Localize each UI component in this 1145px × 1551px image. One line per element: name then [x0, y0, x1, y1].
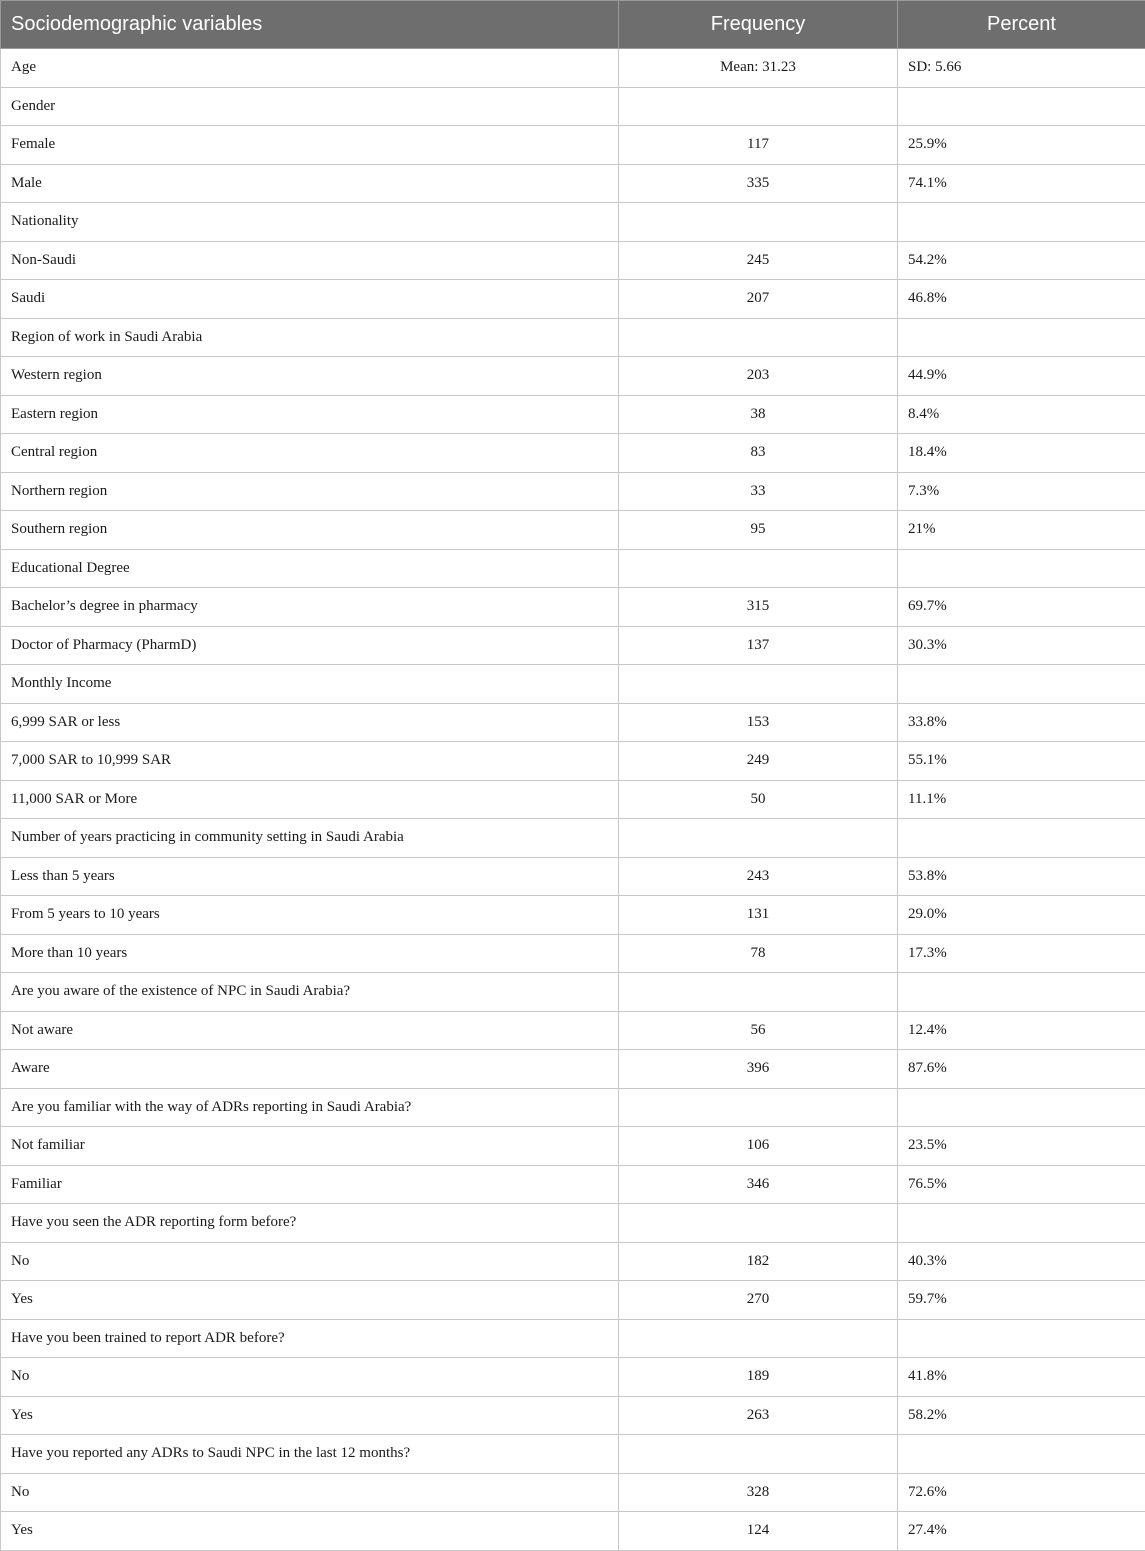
table-row [1, 357, 1145, 396]
row-label: Aware [1, 1050, 619, 1089]
table-row [1, 1281, 1145, 1320]
row-percent: 87.6% [898, 1050, 1145, 1089]
row-label: Have you been trained to report ADR before? [1, 1319, 619, 1358]
table-row [1, 588, 1145, 627]
row-frequency: 245 [619, 241, 898, 280]
row-frequency: 270 [619, 1281, 898, 1320]
row-percent: 41.8% [898, 1358, 1145, 1397]
row-label: 11,000 SAR or More [1, 780, 619, 819]
row-label: More than 10 years [1, 934, 619, 973]
table-row [1, 1088, 1145, 1127]
row-frequency: 243 [619, 857, 898, 896]
column-header-percent: Percent [898, 1, 1145, 49]
row-label: Yes [1, 1396, 619, 1435]
row-percent: 18.4% [898, 434, 1145, 473]
row-label: From 5 years to 10 years [1, 896, 619, 935]
row-label: Female [1, 126, 619, 165]
row-label: Familiar [1, 1165, 619, 1204]
table-row [1, 280, 1145, 319]
row-percent: 40.3% [898, 1242, 1145, 1281]
column-header-frequency: Frequency [619, 1, 898, 49]
row-percent [898, 1319, 1145, 1358]
row-percent: 55.1% [898, 742, 1145, 781]
table-row [1, 126, 1145, 165]
row-frequency: 83 [619, 434, 898, 473]
table-row [1, 857, 1145, 896]
row-frequency: 124 [619, 1512, 898, 1551]
row-label: Southern region [1, 511, 619, 550]
table-row [1, 1242, 1145, 1281]
row-frequency: 50 [619, 780, 898, 819]
row-label: Nationality [1, 203, 619, 242]
row-label: Northern region [1, 472, 619, 511]
row-percent: 33.8% [898, 703, 1145, 742]
row-label: Eastern region [1, 395, 619, 434]
table-row [1, 87, 1145, 126]
row-label: Western region [1, 357, 619, 396]
row-percent: 23.5% [898, 1127, 1145, 1166]
row-frequency: 33 [619, 472, 898, 511]
row-percent [898, 87, 1145, 126]
row-label: Have you reported any ADRs to Saudi NPC in the last 12 months? [1, 1435, 619, 1474]
row-frequency: 38 [619, 395, 898, 434]
row-label: Age [1, 49, 619, 88]
row-label: Not aware [1, 1011, 619, 1050]
row-percent: 54.2% [898, 241, 1145, 280]
table-row [1, 1396, 1145, 1435]
row-frequency [619, 203, 898, 242]
row-label: Region of work in Saudi Arabia [1, 318, 619, 357]
row-label: Bachelor’s degree in pharmacy [1, 588, 619, 627]
row-frequency [619, 87, 898, 126]
row-frequency: 346 [619, 1165, 898, 1204]
row-label: Doctor of Pharmacy (PharmD) [1, 626, 619, 665]
row-percent [898, 819, 1145, 858]
row-percent: 8.4% [898, 395, 1145, 434]
row-label: Are you familiar with the way of ADRs reporting in Saudi Arabia? [1, 1088, 619, 1127]
row-frequency: 328 [619, 1473, 898, 1512]
row-frequency: 315 [619, 588, 898, 627]
table-row [1, 665, 1145, 704]
row-percent: 7.3% [898, 472, 1145, 511]
table-row [1, 1473, 1145, 1512]
row-frequency: 189 [619, 1358, 898, 1397]
row-label: Are you aware of the existence of NPC in Saudi Arabia? [1, 973, 619, 1012]
row-percent [898, 665, 1145, 704]
row-frequency: 153 [619, 703, 898, 742]
row-percent: 21% [898, 511, 1145, 550]
table-row [1, 896, 1145, 935]
table-row [1, 742, 1145, 781]
row-label: Non-Saudi [1, 241, 619, 280]
table-row [1, 973, 1145, 1012]
row-label: Monthly Income [1, 665, 619, 704]
row-frequency: 263 [619, 1396, 898, 1435]
row-frequency: 106 [619, 1127, 898, 1166]
row-label: Less than 5 years [1, 857, 619, 896]
row-percent: 44.9% [898, 357, 1145, 396]
row-label: Not familiar [1, 1127, 619, 1166]
row-percent: SD: 5.66 [898, 49, 1145, 88]
row-label: Educational Degree [1, 549, 619, 588]
row-percent: 53.8% [898, 857, 1145, 896]
table-row [1, 241, 1145, 280]
row-frequency: 95 [619, 511, 898, 550]
table-row [1, 780, 1145, 819]
row-frequency: 78 [619, 934, 898, 973]
row-percent: 76.5% [898, 1165, 1145, 1204]
table-body [1, 49, 1145, 1551]
table-row [1, 819, 1145, 858]
row-label: Yes [1, 1512, 619, 1551]
table-row [1, 1127, 1145, 1166]
row-label: Saudi [1, 280, 619, 319]
table-row [1, 1435, 1145, 1474]
row-label: No [1, 1473, 619, 1512]
table-row [1, 434, 1145, 473]
row-label: 7,000 SAR to 10,999 SAR [1, 742, 619, 781]
table-row [1, 1319, 1145, 1358]
row-frequency [619, 819, 898, 858]
row-frequency [619, 665, 898, 704]
row-percent [898, 203, 1145, 242]
table-row [1, 703, 1145, 742]
row-percent [898, 973, 1145, 1012]
row-frequency [619, 1204, 898, 1243]
row-percent: 12.4% [898, 1011, 1145, 1050]
table-row [1, 1011, 1145, 1050]
row-label: Male [1, 164, 619, 203]
row-frequency: 203 [619, 357, 898, 396]
row-percent: 72.6% [898, 1473, 1145, 1512]
header-row [1, 1, 1145, 49]
table-row [1, 549, 1145, 588]
table-row [1, 1204, 1145, 1243]
table-row [1, 1512, 1145, 1551]
table-header [1, 1, 1145, 49]
table-row [1, 1050, 1145, 1089]
table-row [1, 472, 1145, 511]
row-frequency: 335 [619, 164, 898, 203]
row-label: No [1, 1242, 619, 1281]
row-percent: 17.3% [898, 934, 1145, 973]
row-frequency [619, 1088, 898, 1127]
row-label: Number of years practicing in community setting in Saudi Arabia [1, 819, 619, 858]
row-frequency: 207 [619, 280, 898, 319]
table-row [1, 318, 1145, 357]
row-frequency [619, 549, 898, 588]
row-label: Gender [1, 87, 619, 126]
row-percent: 30.3% [898, 626, 1145, 665]
row-percent [898, 549, 1145, 588]
table-row [1, 934, 1145, 973]
row-percent: 46.8% [898, 280, 1145, 319]
row-frequency [619, 1435, 898, 1474]
row-percent: 29.0% [898, 896, 1145, 935]
row-percent: 74.1% [898, 164, 1145, 203]
table-row [1, 49, 1145, 88]
row-frequency: 396 [619, 1050, 898, 1089]
table-row [1, 395, 1145, 434]
row-frequency [619, 318, 898, 357]
table-row [1, 203, 1145, 242]
row-percent: 58.2% [898, 1396, 1145, 1435]
row-frequency: 117 [619, 126, 898, 165]
table-row [1, 164, 1145, 203]
row-label: No [1, 1358, 619, 1397]
table-row [1, 1358, 1145, 1397]
row-percent [898, 318, 1145, 357]
row-percent: 69.7% [898, 588, 1145, 627]
row-frequency: 137 [619, 626, 898, 665]
row-percent [898, 1204, 1145, 1243]
table-row [1, 511, 1145, 550]
row-percent [898, 1088, 1145, 1127]
row-frequency [619, 973, 898, 1012]
row-label: Have you seen the ADR reporting form before? [1, 1204, 619, 1243]
row-percent: 27.4% [898, 1512, 1145, 1551]
row-percent: 25.9% [898, 126, 1145, 165]
row-frequency: 56 [619, 1011, 898, 1050]
table-row [1, 1165, 1145, 1204]
row-label: 6,999 SAR or less [1, 703, 619, 742]
row-frequency [619, 1319, 898, 1358]
row-percent: 59.7% [898, 1281, 1145, 1320]
row-frequency: 131 [619, 896, 898, 935]
table-row [1, 626, 1145, 665]
row-frequency: 182 [619, 1242, 898, 1281]
row-label: Central region [1, 434, 619, 473]
row-frequency: 249 [619, 742, 898, 781]
row-label: Yes [1, 1281, 619, 1320]
column-header-variables: Sociodemographic variables [1, 1, 619, 49]
row-percent [898, 1435, 1145, 1474]
row-frequency: Mean: 31.23 [619, 49, 898, 88]
row-percent: 11.1% [898, 780, 1145, 819]
